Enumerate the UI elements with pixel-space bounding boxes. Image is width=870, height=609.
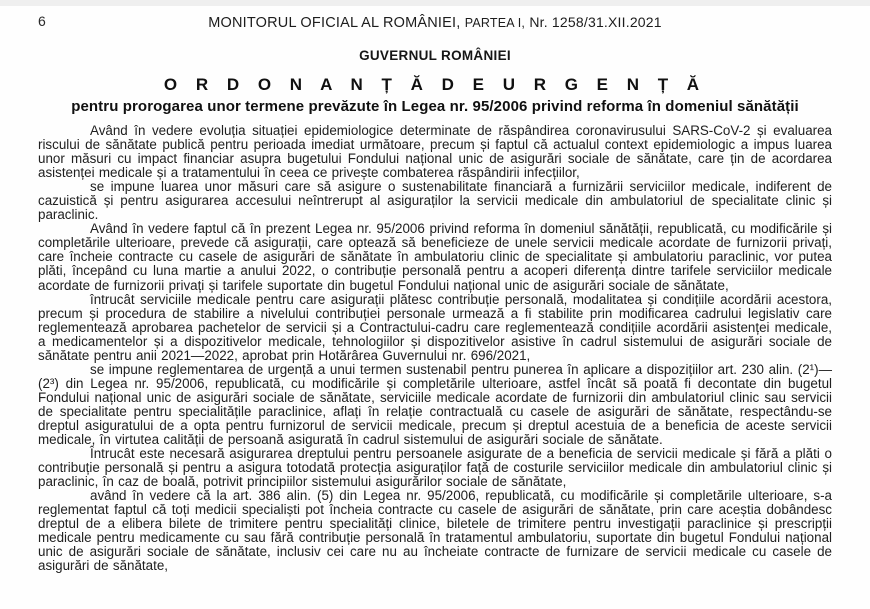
body-paragraph: se impune reglementarea de urgență a unui termen sustenabil pentru punerea în aplicare a dispozițiilor art. 230 alin. (2¹)—(2³) din Legea nr. 95/2006, republicată, cu modificările și completările ulterioare, astfel încât să poată fi decontate din bugetul Fondului național unic de asigurări sociale de sănătate, serviciile medicale acordate de furnizorii din ambulatoriul clinic sau servicii de specialitate pentru specialitățile paraclinice, aflați în relație contractuală cu casele de asigurări de sănătate, respectându-se dreptul asiguratului de a opta pentru furnizorul de servicii medicale, precum și dreptul acestuia de a beneficia de aceste servicii medicale, în virtutea calității de persoană asigurată în cadrul sistemului de asigurări sociale de sănătate. (38, 361, 832, 448)
body-paragraph: Având în vedere faptul că în prezent Legea nr. 95/2006 privind reforma în domeniul sănătății, republicată, cu modificările și completările ulterioare, prevede că asigurații, care optează să beneficieze de unele servicii medicale acordate de furnizorii privați, care încheie contracte cu casele de asigurări de sănătate în ambulatoriu clinic de specialitate și ambulatoriu paraclinic, vor putea plăti, începând cu luna martie a anului 2022, o contribuție personală pentru a acoperi diferența dintre tarifele serviciilor medicale acordate de furnizorii privați și tarifele suportate din bugetul Fondului național unic de asigurări sociale de sănătate, (38, 221, 832, 293)
document-title: O R D O N A N Ț Ă D E U R G E N Ț Ă (163, 75, 707, 94)
masthead-part: PARTEA I, (464, 16, 526, 30)
scan-edge-strip (0, 0, 870, 6)
issuer-title: GUVERNUL ROMÂNIEI (359, 48, 511, 63)
body-paragraph: Întrucât este necesară asigurarea dreptului pentru persoanele asigurate de a beneficia de servicii medicale și fără a plăti o contribuție personală și pentru a asigura totodată protecția asiguraților față de costurile serviciilor medicale din ambulatoriul clinic și paraclinic, în caz de boală, potrivit principiilor sistemului asigurărilor sociale de sănătate, (38, 446, 832, 490)
body-paragraph: având în vedere că la art. 386 alin. (5) din Legea nr. 95/2006, republicată, cu modificările și completările ulterioare, s-a reglementat faptul că toți medicii specialiști pot încheia contracte cu casele de asigurări de sănătate, prin care aceștia dobândesc dreptul de a elibera bilete de trimitere pentru specialități clinice, biletele de trimitere pentru investigații paraclinice și prescripții medicale pentru medicamente cu sau fără contribuție personală în tratamentul ambulatoriu, suportate din bugetul Fondului național unic de asigurări sociale de sănătate, inclusiv cei care nu au încheiate contracte de furnizare de servicii medicale cu casele de asigurări de sănătate, (38, 488, 832, 574)
masthead-issue: Nr. 1258/31.XII.2021 (529, 14, 662, 30)
body-paragraph: Având în vedere evoluția situației epidemiologice determinate de răspândirea coronavirusului SARS-CoV-2 și evaluarea riscului de sănătate publică pentru perioada imediat următoare, precum și faptul că actualul context epidemiologic a impus luarea unor măsuri cu impact financiar asupra bugetului Fondului național unic de asigurări sociale de sănătate, care țin de acordarea asistenței medicale și a tratamentului în ceea ce privește combaterea răspândirii infecțiilor, (38, 123, 832, 181)
page-number: 6 (38, 13, 46, 29)
document-subtitle: pentru prorogarea unor termene prevăzute în Legea nr. 95/2006 privind reforma în domeniul sănătății (71, 98, 799, 115)
body-paragraph: întrucât serviciile medicale pentru care asigurații plătesc contribuție personală, modalitatea și condițiile acordării acestora, precum și procedura de stabilire a nivelului contribuției personale urmează a fi stabilite prin modificarea cadrului legislativ care reglementează aprobarea pachetelor de servicii și a Contractului-cadru care reglementează condițiile acordării asistenței medicale, a medicamentelor și a dispozitivelor medicale, tehnologiilor și dispozitivelor asistive în cadrul sistemului de asigurări sociale de sănătate pentru anii 2021—2022, aprobat prin Hotărârea Guvernului nr. 696/2021, (38, 291, 832, 363)
body-paragraph: se impune luarea unor măsuri care să asigure o sustenabilitate financiară a furnizării serviciilor medicale, indiferent de cazuistică și pentru asigurarea accesului neîntrerupt al asiguraților la servicii medicale din ambulatoriul de specialitate clinic și paraclinic. (38, 179, 832, 223)
masthead-publication: MONITORUL OFICIAL AL ROMÂNIEI, (208, 15, 461, 31)
document-body (38, 124, 832, 574)
masthead (0, 14, 870, 31)
